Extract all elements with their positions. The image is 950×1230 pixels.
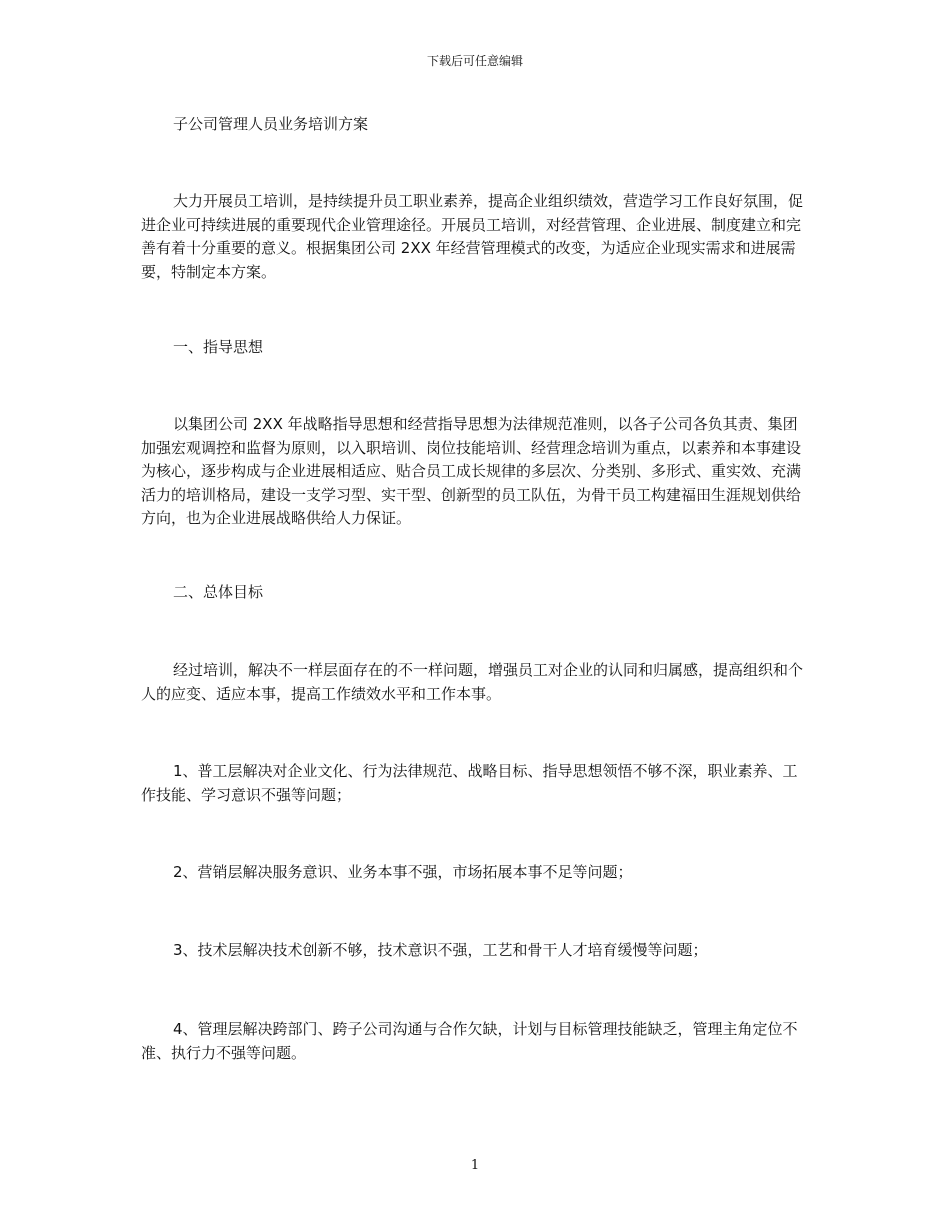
section-heading-guiding-ideology: 一、指导思想: [173, 338, 264, 356]
section-heading-overall-goal: 二、总体目标: [173, 583, 264, 601]
goal-item: 4、管理层解决跨部门、跨子公司沟通与合作欠缺，计划与目标管理技能缺乏，管理主角定位不准、执行力不强等问题。: [141, 1020, 798, 1062]
guiding-ideology-paragraph: 以集团公司 2XX 年战略指导思想和经营指导思想为法律规范准则，以各子公司各负其责、集团加强宏观调控和监督为原则，以入职培训、岗位技能培训、经营理念培训为重点，以素养和本事建设为核心，逐步构成与企业进展相适应、贴合员工成长规律的多层次、分类别、多形式、重实效、充满活力的培训格局，建设一支学习型、实干型、创新型的员工队伍，为骨干员工构建福田生涯规划供给方向，也为企业进展战略供给人力保证。: [141, 415, 802, 527]
goal-item: 1、普工层解决对企业文化、行为法律规范、战略目标、指导思想领悟不够不深，职业素养、工作技能、学习意识不强等问题；: [141, 762, 798, 804]
goal-item: 2、营销层解决服务意识、业务本事不强，市场拓展本事不足等问题；: [173, 863, 633, 881]
intro-paragraph: 大力开展员工培训，是持续提升员工职业素养，提高企业组织绩效，营造学习工作良好氛围，促进企业可持续进展的重要现代企业管理途径。开展员工培训，对经营管理、企业进展、制度建立和完善有着十分重要的意义。根据集团公司 2XX 年经营管理模式的改变，为适应企业现实需求和进展需要，特制定本方案。: [141, 192, 804, 281]
overall-goal-paragraph: 经过培训，解决不一样层面存在的不一样问题，增强员工对企业的认同和归属感，提高组织和个人的应变、适应本事，提高工作绩效水平和工作本事。: [141, 661, 804, 703]
document-title: 子公司管理人员业务培训方案: [173, 115, 369, 133]
goal-item: 3、技术层解决技术创新不够，技术意识不强，工艺和骨干人才培育缓慢等问题；: [173, 941, 708, 959]
page-number: 1: [470, 1158, 480, 1173]
page-header-note: 下载后可任意编辑: [426, 54, 523, 68]
